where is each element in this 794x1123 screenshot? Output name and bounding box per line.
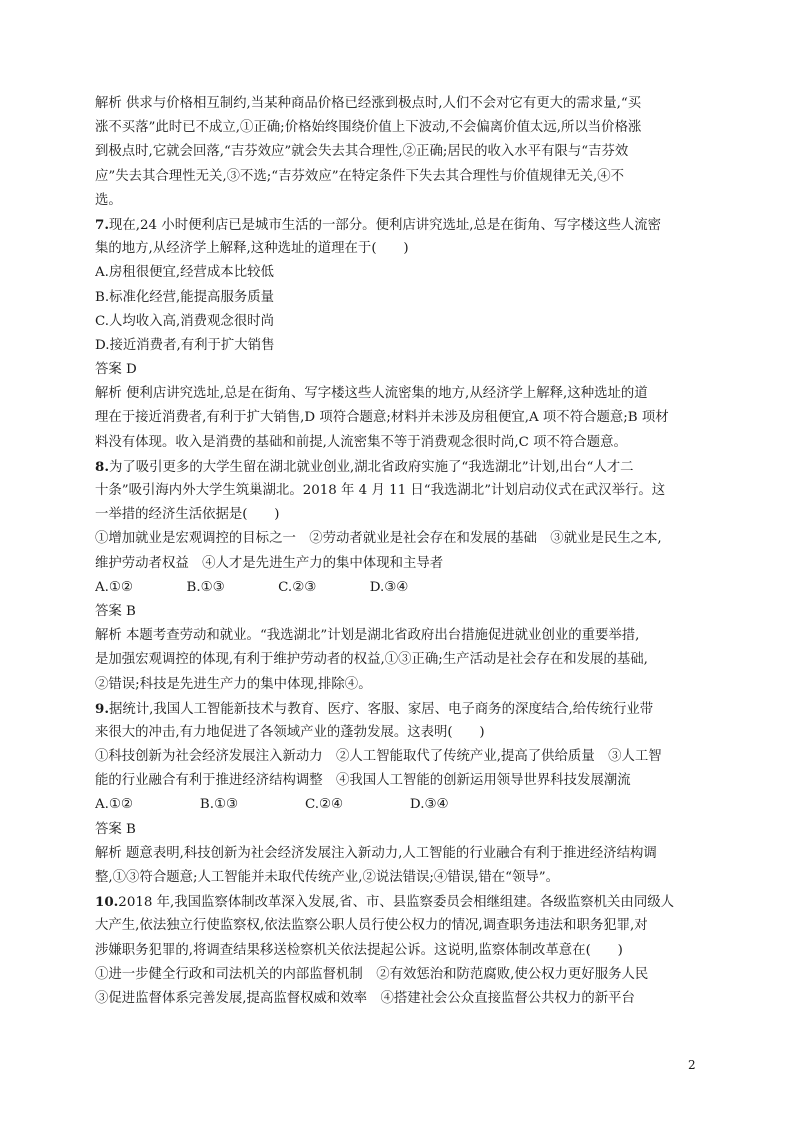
text-line: [95, 842, 699, 866]
line-text: 涨不买落”此时已不成立,①正确;价格始终围绕价值上下波动,不会偏离价值太远,所以当价格涨: [95, 120, 642, 136]
line-text: 维护劳动者权益 ④人才是先进生产力的集中体现和主导者: [95, 555, 444, 571]
line-text: 解析 便利店讲究选址,总是在街角、写字楼这些人流密集的地方,从经济学上解释,这种选址的道: [95, 386, 648, 402]
text-line: [95, 92, 699, 116]
line-text: 涉嫌职务犯罪的,将调查结果移送检察机关依法提起公诉。这说明,监察体制改革意在( ): [95, 942, 623, 958]
text-line: [95, 818, 699, 842]
text-line: [95, 165, 699, 189]
question-number: 10.: [95, 894, 119, 911]
line-text: ①科技创新为社会经济发展注入新动力 ②人工智能取代了传统产业,提高了供给质量 ③人工智: [95, 749, 662, 765]
text-line: [95, 673, 699, 697]
line-text: 选。: [95, 192, 122, 208]
question-number: 8.: [95, 458, 109, 475]
line-text: 十条”吸引海内外大学生筑巢湖北。2018 年 4 月 11 日“我选湖北”计划启动仪式在武汉举行。这: [95, 483, 666, 498]
text-line: [95, 406, 699, 430]
line-text: 集的地方,从经济学上解释,这种选址的道理在于( ): [95, 241, 409, 257]
question-number: 9.: [95, 700, 109, 717]
text-line: [95, 189, 699, 213]
text-line: [95, 527, 699, 551]
text-line: [95, 963, 699, 987]
page-number: 2: [688, 1058, 696, 1072]
text-line: [95, 310, 699, 334]
line-text: 答案 B: [95, 821, 136, 837]
line-text: 解析 题意表明,科技创新为社会经济发展注入新动力,人工智能的行业融合有利于推进经济结构调: [95, 845, 657, 861]
line-text: 2018 年,我国监察体制改革深入发展,省、市、县监察委员会相继组建。各级监察机关由同级人: [118, 895, 674, 911]
text-line: [95, 213, 699, 237]
text-line: [95, 866, 699, 890]
line-text: A.房租很便宜,经营成本比较低: [95, 265, 274, 281]
text-line: [95, 624, 699, 648]
text-line: [95, 334, 699, 358]
text-line: [95, 600, 699, 624]
text-line: [95, 140, 699, 164]
text-line: [95, 503, 699, 527]
line-text: 答案 D: [95, 362, 137, 378]
text-line: [95, 552, 699, 576]
line-text: ①进一步健全行政和司法机关的内部监督机制 ②有效惩治和防范腐败,使公权力更好服务人民: [95, 966, 649, 982]
text-line: [95, 987, 699, 1011]
line-text: C.人均收入高,消费观念很时尚: [95, 313, 274, 329]
line-text: 大产生,依法独立行使监察权,依法监察公职人员行使公权力的情况,调查职务违法和职务犯罪,对: [95, 918, 648, 934]
line-text: 能的行业融合有利于推进经济结构调整 ④我国人工智能的创新运用领导世界科技发展潮流: [95, 773, 631, 789]
text-line: [95, 261, 699, 285]
text-line: [95, 382, 699, 406]
text-line: [95, 745, 699, 769]
text-line: [95, 576, 699, 600]
line-text: 为了吸引更多的大学生留在湖北就业创业,湖北省政府实施了“我选湖北”计划,出台“人才二: [108, 459, 634, 475]
line-text: ①增加就业是宏观调控的目标之一 ②劳动者就业是社会存在和发展的基础 ③就业是民生之本,: [95, 531, 662, 547]
line-text: A.①② B.①③ C.②③ D.③④: [95, 579, 409, 595]
text-line: [95, 286, 699, 310]
text-line: [95, 648, 699, 672]
text-line: [95, 479, 699, 503]
line-text: 料没有体现。收入是消费的基础和前提,人流密集不等于消费观念很时尚,C 项不符合题意。: [95, 434, 627, 450]
text-line: [95, 793, 699, 817]
line-text: ②错误;科技是先进生产力的集中体现,排除④。: [95, 676, 372, 692]
text-line: [95, 358, 699, 382]
text-line: [95, 939, 699, 963]
line-text: 据统计,我国人工智能新技术与教育、医疗、客服、家居、电子商务的深度结合,给传统行业带: [108, 701, 654, 717]
line-text: 现在,24 小时便利店已是城市生活的一部分。便利店讲究选址,总是在街角、写字楼这些人流密: [108, 217, 662, 233]
text-line: [95, 721, 699, 745]
line-text: 整,①③符合题意;人工智能并未取代传统产业,②说法错误;④错误,错在“领导”。: [95, 870, 559, 885]
text-line: [95, 890, 699, 914]
line-text: 来很大的冲击,有力地促进了各领域产业的蓬勃发展。这表明( ): [95, 724, 485, 740]
text-line: [95, 237, 699, 261]
line-text: 一举措的经济生活依据是( ): [95, 507, 280, 523]
line-text: 到极点时,它就会回落,“吉芬效应”就会失去其合理性,②正确;居民的收入水平有限与“吉芬效: [95, 144, 629, 160]
text-line: [95, 769, 699, 793]
line-text: 理在于接近消费者,有利于扩大销售,D 项符合题意;材料并未涉及房租便宜,A 项不符合题意;B 项材: [95, 410, 669, 426]
line-text: ③促进监督体系完善发展,提高监督权威和效率 ④搭建社会公众直接监督公共权力的新平台: [95, 990, 635, 1006]
line-text: 答案 B: [95, 603, 136, 619]
text-line: [95, 116, 699, 140]
line-text: A.①② B.①③ C.②④ D.③④: [95, 797, 449, 813]
text-line: [95, 455, 699, 479]
line-text: 应”失去其合理性无关,③不选;“吉芬效应”在特定条件下失去其合理性与价值规律无关,④不: [95, 168, 625, 184]
text-line: [95, 914, 699, 938]
line-text: 解析 供求与价格相互制约,当某种商品价格已经涨到极点时,人们不会对它有更大的需求量,“买: [95, 96, 642, 111]
page-content: [95, 92, 699, 1011]
line-text: D.接近消费者,有利于扩大销售: [95, 337, 275, 353]
text-line: [95, 431, 699, 455]
question-number: 7.: [95, 216, 109, 233]
line-text: 解析 本题考查劳动和就业。“我选湖北”计划是湖北省政府出台措施促进就业创业的重要举措,: [95, 628, 640, 644]
text-line: [95, 697, 699, 721]
line-text: 是加强宏观调控的体现,有利于维护劳动者的权益,①③正确;生产活动是社会存在和发展的基础,: [95, 652, 648, 668]
line-text: B.标准化经营,能提高服务质量: [95, 289, 275, 305]
